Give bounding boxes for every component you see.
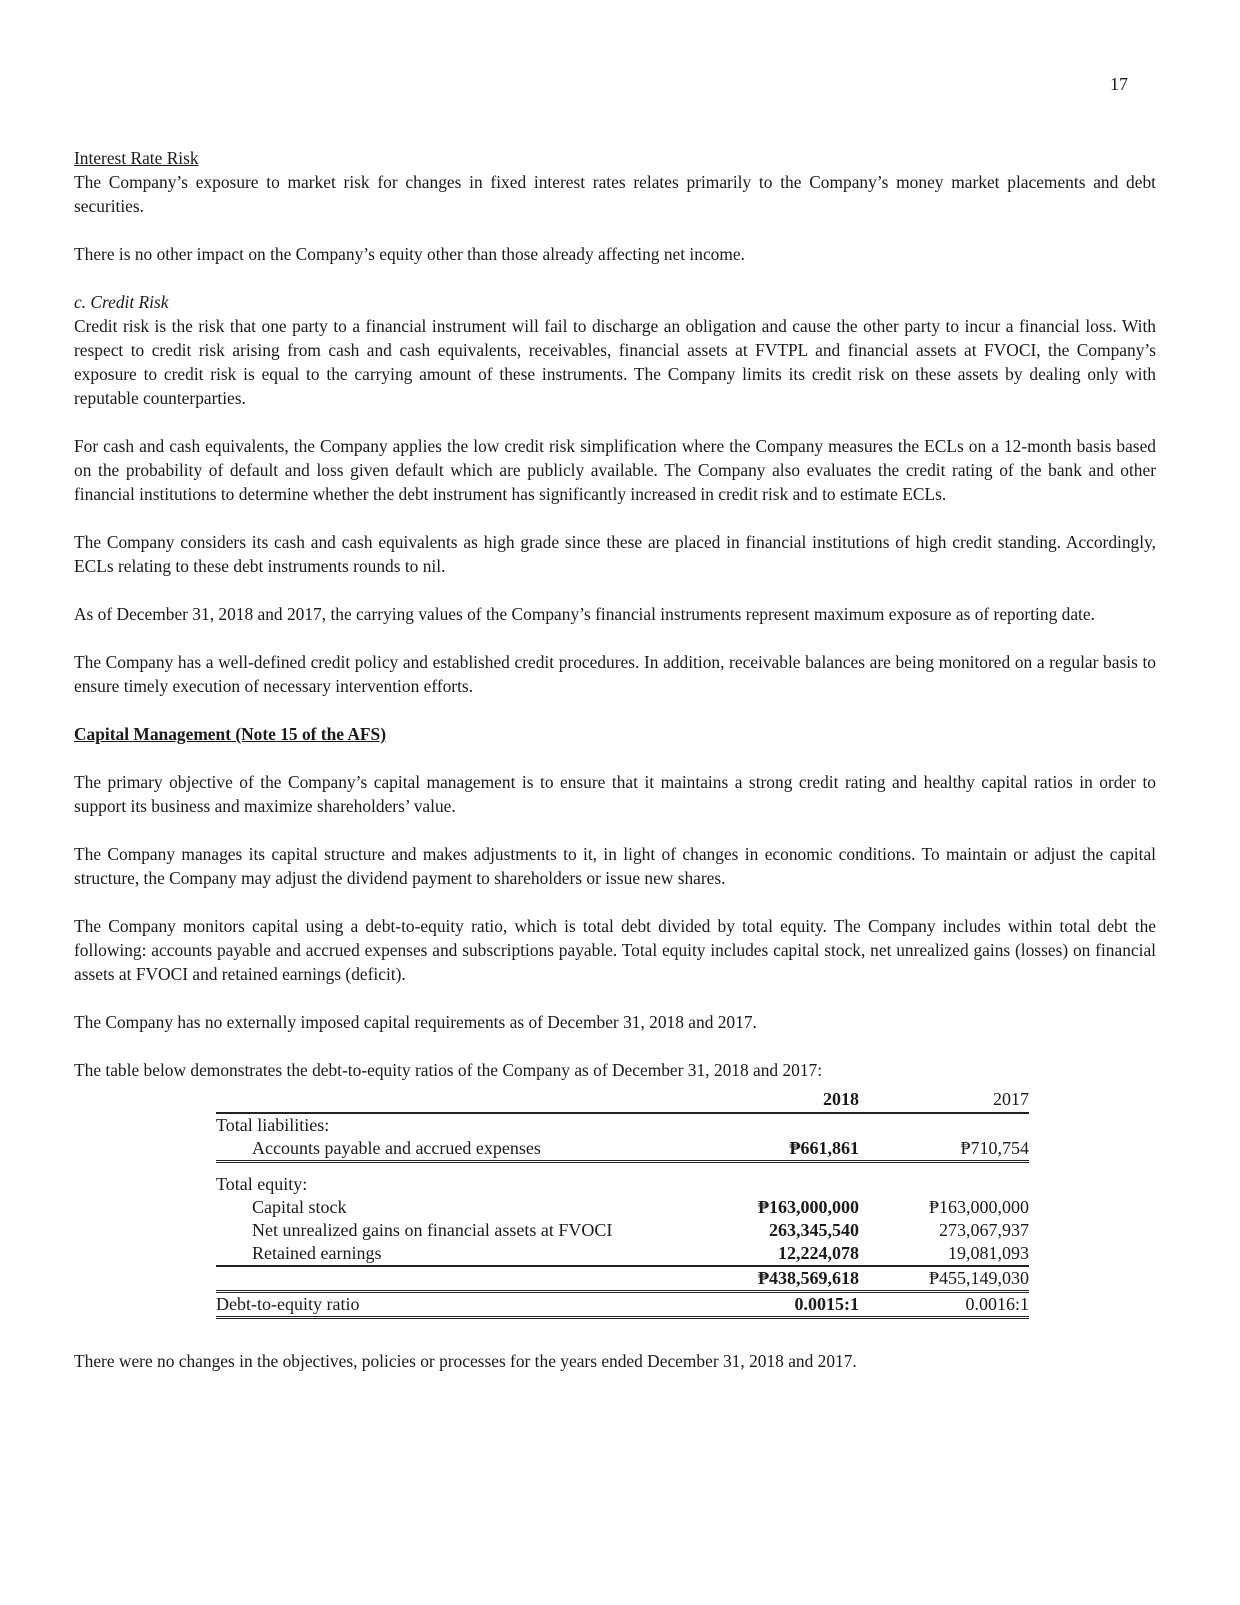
table-header-row bbox=[216, 1088, 1029, 1113]
table-row bbox=[216, 1137, 1029, 1162]
retained-earnings-label: Retained earnings bbox=[216, 1242, 739, 1266]
unrealized-gains-2018: 263,345,540 bbox=[769, 1220, 859, 1240]
total-equity-label: Total equity: bbox=[216, 1174, 308, 1194]
table-row bbox=[216, 1113, 1029, 1137]
interest-rate-risk-heading: Interest Rate Risk bbox=[74, 148, 199, 168]
capital-management-paragraph-1: The primary objective of the Company’s capital management is to ensure that it maintains a strong credit rating and healthy capital ratios in order to support its business and maximize shareholders’ value. bbox=[74, 772, 1156, 816]
capital-management-paragraph-5: The table below demonstrates the debt-to-equity ratios of the Company as of December 31, 2018 and 2017: bbox=[74, 1060, 823, 1080]
accounts-payable-2017: ₱710,754 bbox=[909, 1137, 1029, 1162]
credit-risk-paragraph-4: As of December 31, 2018 and 2017, the carrying values of the Company’s financial instruments represent maximum exposure as of reporting date. bbox=[74, 604, 1095, 624]
retained-earnings-2018: 12,224,078 bbox=[739, 1242, 859, 1266]
unrealized-gains-label: Net unrealized gains on financial assets at FVOCI bbox=[252, 1220, 613, 1240]
debt-to-equity-2018: 0.0015:1 bbox=[739, 1292, 859, 1318]
table-row bbox=[216, 1196, 1029, 1219]
interest-rate-risk-paragraph-1: The Company’s exposure to market risk for changes in fixed interest rates relates primarily to the Company’s money market placements and debt securities. bbox=[74, 172, 1156, 216]
credit-risk-heading: c. Credit Risk bbox=[74, 292, 169, 312]
credit-risk-paragraph-3: The Company considers its cash and cash equivalents as high grade since these are placed in financial institutions of high credit standing. Accordingly, ECLs relating to these debt instruments rounds to nil. bbox=[74, 532, 1156, 576]
retained-earnings-2017: 19,081,093 bbox=[909, 1242, 1029, 1266]
interest-rate-risk-paragraph-2: There is no other impact on the Company’s equity other than those already affecting net income. bbox=[74, 244, 745, 264]
capital-stock-label: Capital stock bbox=[252, 1197, 347, 1217]
table-row bbox=[216, 1219, 1029, 1242]
column-header-2017: 2017 bbox=[909, 1088, 1029, 1113]
debt-to-equity-table bbox=[216, 1088, 1029, 1319]
credit-risk-paragraph-5: The Company has a well-defined credit policy and established credit procedures. In addition, receivable balances are being monitored on a regular basis to ensure timely execution of necessary intervention efforts. bbox=[74, 652, 1156, 696]
total-liabilities-label: Total liabilities: bbox=[216, 1115, 330, 1135]
credit-risk-paragraph-1: Credit risk is the risk that one party to a financial instrument will fail to discharge an obligation and cause the other party to incur a financial loss. With respect to credit risk arising from cash and cash equivalents, receivables, financial assets at FVTPL and financial assets at FVOCI, the Company’s exposure to credit risk is equal to the carrying amount of these instruments. The Company limits its credit risk on these assets by dealing only with reputable counterparties. bbox=[74, 316, 1156, 408]
accounts-payable-label: Accounts payable and accrued expenses bbox=[216, 1137, 739, 1162]
document-body bbox=[74, 146, 1156, 1397]
total-equity-2018: ₱438,569,618 bbox=[739, 1266, 859, 1292]
accounts-payable-2018: ₱661,861 bbox=[739, 1137, 859, 1162]
capital-management-closing: There were no changes in the objectives, policies or processes for the years ended December 31, 2018 and 2017. bbox=[74, 1351, 857, 1371]
debt-to-equity-label: Debt-to-equity ratio bbox=[216, 1292, 739, 1318]
table-row bbox=[216, 1266, 1029, 1292]
unrealized-gains-2017: 273,067,937 bbox=[939, 1220, 1029, 1240]
capital-management-paragraph-2: The Company manages its capital structure and makes adjustments to it, in light of changes in economic conditions. To maintain or adjust the capital structure, the Company may adjust the dividend payment to shareholders or issue new shares. bbox=[74, 844, 1156, 888]
capital-stock-2017: ₱163,000,000 bbox=[928, 1197, 1029, 1217]
debt-to-equity-2017: 0.0016:1 bbox=[909, 1292, 1029, 1318]
capital-management-paragraph-3: The Company monitors capital using a debt-to-equity ratio, which is total debt divided by total equity. The Company includes within total debt the following: accounts payable and accrued expenses and subscriptions payable. Total equity includes capital stock, net unrealized gains (losses) on financial assets at FVOCI and retained earnings (deficit). bbox=[74, 916, 1156, 984]
capital-management-paragraph-4: The Company has no externally imposed capital requirements as of December 31, 2018 and 2017. bbox=[74, 1012, 757, 1032]
total-equity-2017: ₱455,149,030 bbox=[909, 1266, 1029, 1292]
capital-management-heading: Capital Management (Note 15 of the AFS) bbox=[74, 724, 387, 744]
table-row bbox=[216, 1242, 1029, 1266]
credit-risk-paragraph-2: For cash and cash equivalents, the Company applies the low credit risk simplification where the Company measures the ECLs on a 12-month basis based on the probability of default and loss given default which are publicly available. The Company also evaluates the credit rating of the bank and other financial institutions to determine whether the debt instrument has significantly increased in credit risk and to estimate ECLs. bbox=[74, 436, 1156, 504]
page-number: 17 bbox=[1110, 74, 1128, 94]
table-row bbox=[216, 1292, 1029, 1318]
column-header-2018: 2018 bbox=[739, 1088, 859, 1113]
capital-stock-2018: ₱163,000,000 bbox=[758, 1197, 859, 1217]
table-row bbox=[216, 1173, 1029, 1196]
